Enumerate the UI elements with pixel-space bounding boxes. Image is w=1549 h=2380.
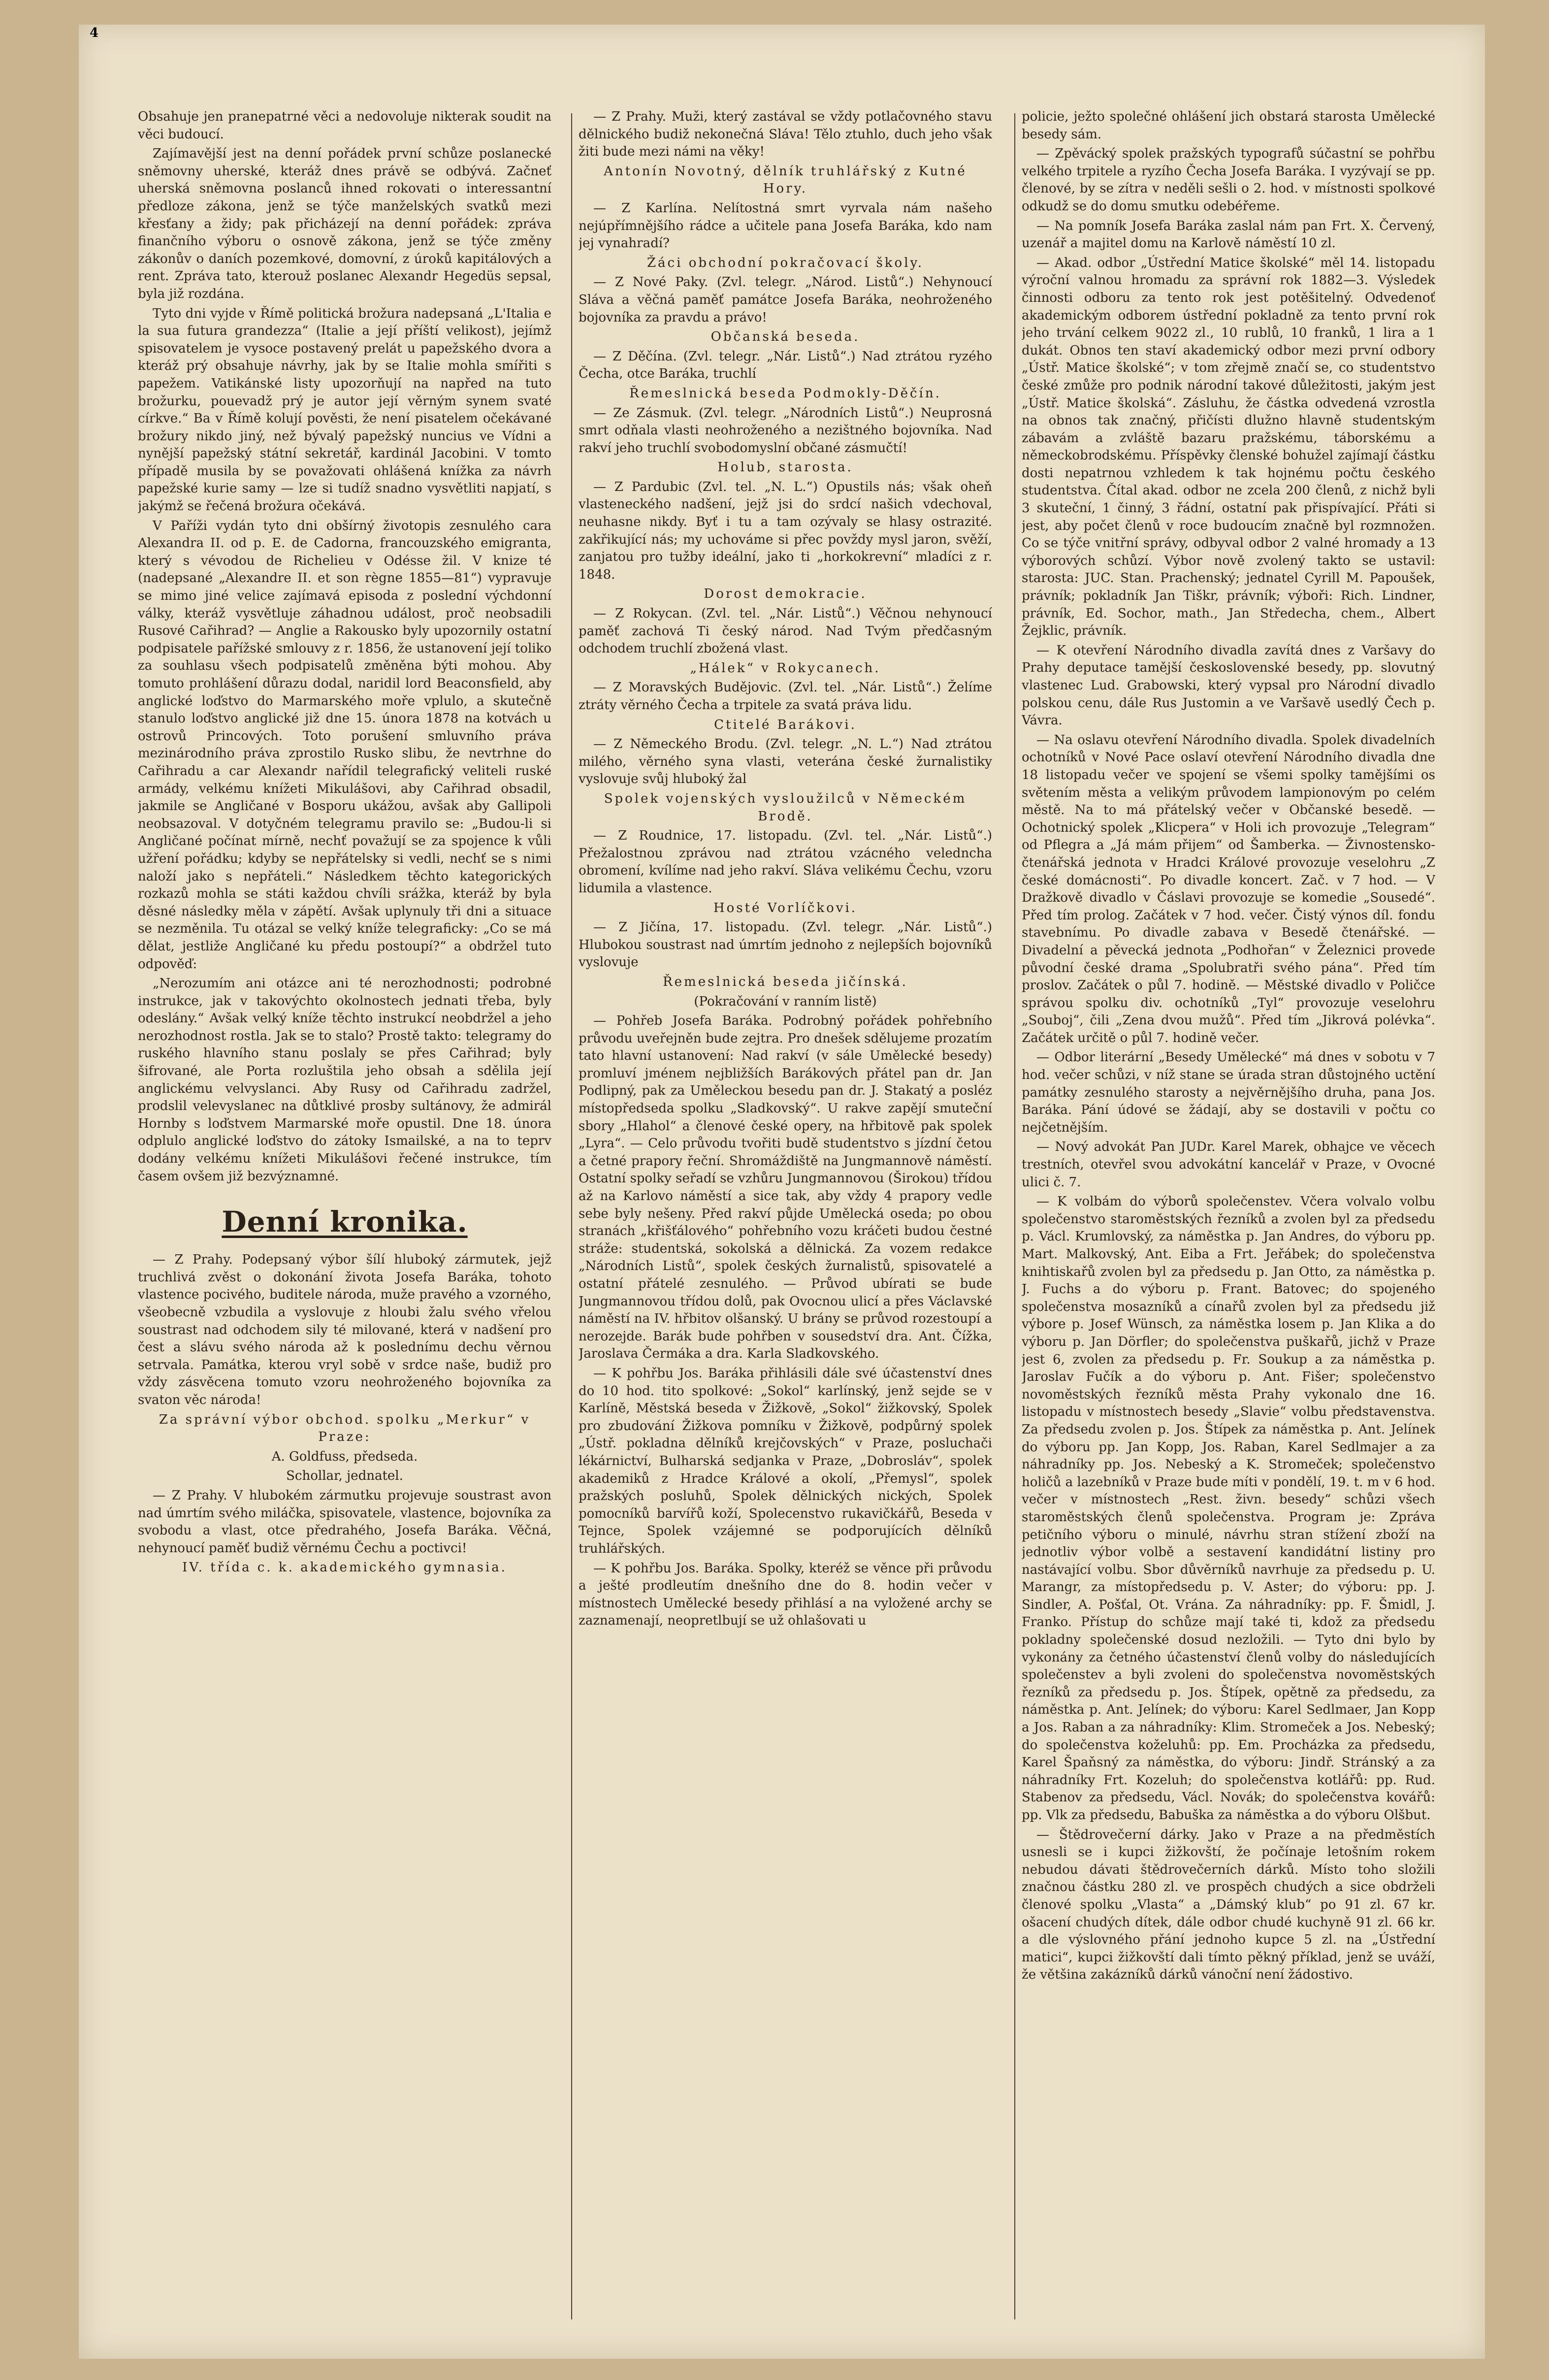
signature-line: Za správní výbor obchod. spolku „Merkur“ v Praze: <box>159 1412 531 1445</box>
column-rule-right <box>1014 113 1015 2319</box>
page-number: 4 <box>90 26 99 40</box>
signature-line: Dorost demokracie. <box>704 587 867 602</box>
signature-line: Holub, starosta. <box>717 460 853 475</box>
notice-paragraph: — Ze Zásmuk. (Zvl. telegr. „Národních Listů“.) Neuprosná smrt odňala vlasti neohroženého a nezištného bojovníka. Nad rakví jeho truchlí svobodomyslní občané zásmučtí! <box>579 405 992 456</box>
notice-paragraph: — Akad. odbor „Ústřední Matice školské“ měl 14. listopadu výroční valnou hromadu za správní rok 1882—3. Výsledek činnosti odboru za tento rok jest potěšitelný. Odvedenoť akademickým odborem ústřední pokladně za tento první rok jeho trvání celkem 9022 zl., 10 rublů, 10 franků, 1 lira a 1 dukát. Obnos ten staví akademický odbor mezi první odbory „Ústř. Matice školské“; v tom zřejmě značí se, co studentstvo české zmůže pro podnik národní takové důležitosti, jakým jest „Ústř. Matice školská“. Zásluhu, že částka odvedená vzrostla na obnos tak značný, přičísti dlužno hlavně studentským zábavám a zvláště bazaru pražskému, táborskému a německobrodskému. Příspěvky členské bohužel zajímají částku dosti nepatrnou vzhledem k tak hojnému počtu českého studentstva. Čítal akad. odbor ne zcela 200 členů, z nichž byli 3 skuteční, 1 činný, 3 řádní, ostatní pak přispívající. Přáti si jest, aby počet členů v roce budoucím značně byl rozmnožen. Co se týče vnitřní správy, odbyval odbor 2 valné hromady a 13 výborových schůzí. Výbor nově zvolený takto se ustavil: starosta: JUC. Stan. Prachenský; jednatel Cyrill M. Papoušek, právník; pokladník Jan Tiškr, právník; výboři: Rich. Lindner, právník, Ed. Sochor, math., Jan Středecha, chem., Albert Žejklic, právník. <box>1022 255 1435 639</box>
notice-paragraph: — Zpěvácký spolek pražských typografů súčastní se pohřbu velkého trpitele a ryzího Čecha Josefa Baráka. I vyzývají se pp. členové, by se zítra v neděli sešli o 2. hod. v místnosti spolkové odkudž se do domu smutku odebéřeme. <box>1022 146 1435 214</box>
kronika-paragraph: — Z Prahy. V hlubokém zármutku projevuje soustrast avon nad úmrtím svého miláčka, spisovatele, vlastence, bojovníka za svobodu a vlast, otce předrahého, Josefa Baráka. Věčná, nehynoucí paměť budiž věrnému Čechu a poctivci! <box>138 1488 551 1556</box>
notice-paragraph: — K volbám do výborů společenstev. Včera volvalo volbu společenstvo staroměstských řezníků a zvolen byl za předsedu p. Václ. Krumlovský, za náměstka p. Jan Andres, do výboru pp. Mart. Malkovský, Ant. Eiba a Frt. Jeřábek; do společenstva knihtiskařů zvolen byl za předsedu p. Jan Otto, za náměstka p. J. Fuchs a do výboru p. Frant. Batovec; do spojeného společenstva mosazníků a cínařů zvolen byl za předsedu již výbore p. Josef Wünsch, za náměstka losem p. Jan Klika a do výboru p. Jan Dörfler; do společenstva puškařů, jichž v Praze jest 6, zvolen za předsedu p. Fr. Soukup a za náměstka p. Jaroslav Fučík a do výboru p. Ant. Fišer; společenstvo novoměstských řezníků města Prahy vykonalo dne 16. listopadu v místnostech besedy „Slavie“ volbu představenstva. Za předsedu zvolen p. Jos. Štípek za náměstka p. Ant. Jelínek do výboru pp. Jan Kopp, Jos. Raban, Karel Sedlmajer a za náhradníky pp. Jos. Nebeský a K. Stromeček; společenstvo holičů a lazebníků v Praze bude míti v pondělí, 19. t. m v 6 hod. večer v místnostech „Rest. živn. besedy“ schůzi všech staroměstských členů společenstva. Program je: Zpráva petičního výboru o minulé, návrhu stran stížení zboží na jednotliv výbor volbě a sestavení kandidátní listiny pro nastávající volbu. Sbor důvěrníků navrhuje za předsedu p. U. Marangr, za místopředsedu p. V. Aster; do výboru: pp. J. Sindler, A. Pošťal, Ot. Vrána. Za náhradníky: pp. F. Šmidl, J. Franko. Přístup do schůze mají také ti, kdož za předsedu pokladny společenské dosud nezložili. — Tyto dni bylo by vykonány za četného účastenství členů volby do následujících společenstev a byli zvoleni do společenstva novoměstských řezníků za předsedu p. Jos. Štípek, opětně za předsedu, za náměstka p. Ant. Jelínek; do výboru: Karel Sedlmaer, Jan Kopp a Jos. Raban a za náhradníky: Klim. Stromeček a Jos. Nebeský; do společenstva koželuhů: pp. Em. Procházka za předsedu, Karel Špaňsný za náměstka, do výboru: Jindř. Stránský a za náhradníky Frt. Kozeluh; do společenstva kotlářů: pp. Rud. Stabenov za předsedu, Václ. Novák; do společenstva kovářů: pp. Vlk za předsedu, Babuška za náměstka a do výboru Olšbut. <box>1022 1194 1435 1823</box>
signature-line: Antonín Novotný, dělník truhlářský z Kutné Hory. <box>604 163 967 196</box>
signature-line: Občanská beseda. <box>710 329 860 345</box>
notice-paragraph: — Z Roudnice, 17. listopadu. (Zvl. tel. „Nár. Listů“.) Přežalostnou zprávou nad ztrátou vzácného veledncha obromení, kvílíme nad jeho rakví. Sláva velikému Čechu, vzoru lidumila a vlastence. <box>579 828 992 896</box>
article-paragraph: Obsahuje jen pranepatrné věci a nedovoluje nikterak soudit na věci budoucí. <box>138 109 551 142</box>
article-paragraph: V Paříži vydán tyto dni obšírný životopis zesnulého cara Alexandra II. od p. E. de Cadorna, francouzského emigranta, který s vévodou de Richelieu v Odésse žil. V knize té (nadepsané „Alexandre II. et son règne 1855—81“) vypravuje se mimo jiné velice zajímavá episoda z poslední výchdonní války, kteráž vysvětluje záhadnou událost, proč neobsadili Rusové Cařihrad? — Anglie a Rakousko byly upozornily ostatní podpisatele pařížské smlouvy z r. 1856, že ustanovení její toliko za souhlasu všech podpisatelů změněna býti mohou. Aby tomuto prohlášení důrazu dodal, naridil lord Beaconsfield, aby anglické loďstvo do Marmarského moře vplulo, a skutečně stanulo loďstvo anglické již dne 15. února 1878 na kotvách u ostrovů Princových. Toto porušení smluvního práva mezinárodního práva zprostilo Rusko slibu, že nevtrhne do Cařihradu a car Alexandr nařídil telegrafický veliteli ruské armády, velkému knížeti Mikulášovi, aby Cařihrad obsadil, jakmile se Angličané v Bosporu ukážou, avšak aby Gallipoli neobsazoval. V dotyčném telegramu pravilo se: „Budou-li si Angličané počínat mírně, nechť považují se za spojence k vůli užření pořádku; kdyby se nepřátelsky si vedli, nechť se s nimi naloží jako s nepřáteli.“ Následkem těchto kategorických rozkazů mohla se státi každou chvíli srážka, kteráž by byla děsné následky měla v zápětí. Avšak uplynuly tři dni a situace se nezměnila. Tu otázal se velký kníže telegraficky: „Co se má dělat, jestliže Angličané ku předu postoupí?“ a obdržel tuto odpověď: <box>138 518 551 972</box>
notice-paragraph: — Z Prahy. Muži, který zastával se vždy potlačovného stavu dělnického budiž nekonečná Sláva! Tělo ztuhlo, duch jeho však žiti bude mezi námi na věky! <box>579 109 992 160</box>
article-paragraph: Tyto dni vyjde v Římě politická brožura nadepsaná „L'Italia e la sua futura grandezza“ (Italie a její příští velikost), jejímž spisovatelem je vysoce postavený prelát u papežského dvora a kteráž prý obsahuje návrhy, jak by se Italie mohla smířiti s papežem. Vatikánské listy upozorňují na napřed na tuto brožurku, pouevadž prý je autor její věrným synem svaté církve.“ Ba v Římě kolují pověsti, že není pisatelem očekávané brožury nikdo jiný, než bývalý papežský nuncius ve Vídni a nynější papežský státní sekretář, kardinál Jacobini. V tomto případě musila by se považovati ohlášená knížka za návrh papežské kurie samy — lze si tudíž snadno vysvětliti napjatí, s jakýmž se řečená brožura očekává. <box>138 306 551 514</box>
continuation-note: (Pokračování v ranním listě) <box>694 994 877 1009</box>
notice-paragraph: — Štědrovečerní dárky. Jako v Praze a na předměstích usnesli se i kupci žižkovští, že počínaje letošním rokem nebudou dávati štědrovečerních dárků. Místo toho složili značnou částku 280 zl. ve prospěch chudých a sice obdrželi členové spolku „Vlasta“ a „Dámský klub“ po 91 zl. 67 kr. ošacení chudých dítek, dále odbor chudé kuchyně 91 zl. 66 kr. a dle výslovného přání jednoho kupce 5 zl. na „Ústřední matici“, kupci žižkovští dali tímto pěkný příklad, jenž se uváží, že většina zakázníků dárků vánoční není žádostivo. <box>1022 1827 1435 1983</box>
signature-line: „Hálek“ v Rokycanech. <box>690 660 881 676</box>
signature-line: Ctitelé Barákovi. <box>714 717 857 732</box>
signature-line: Řemeslnická beseda Podmokly-Děčín. <box>629 386 941 401</box>
column-rule-left <box>571 113 572 2319</box>
notice-paragraph: — Z Pardubic (Zvl. tel. „N. L.“) Opustils nás; však oheň vlasteneckého nadšení, jejž jsi do srdcí našich vdechoval, neuhasne nikdy. Byť i tu a tam ozývaly se hlasy ostrazité. zakřikující nás; my uchováme si přec povždy mysl jaron, svěží, zanjatou pro tužby ideální, jako ti „horkokrevní“ mladíci z r. 1848. <box>579 479 992 582</box>
notice-paragraph: policie, ježto společné ohlášení jich obstará starosta Umělecké besedy sám. <box>1022 109 1435 142</box>
kronika-paragraph: — Z Prahy. Podepsaný výbor šílí hluboký zármutek, jejž truchlivá zvěst o dokonání života Josefa Baráka, tohoto vlastence pocivého, buditele národa, muže pravého a vzorného, všeobecně vzbudila a vyslovuje z hloubi žalu svého vřelou soustrast nad odchodem sily té milované, která v nadšení pro čest a slávu svého národa až k poslednímu dechu věrnou setrvala. Památka, kterou vryl sobě v srdce naše, budiž pro vždy zásvěcena tomuto vzoru neohroženého bojovníka za svaton věc národa! <box>138 1252 551 1407</box>
signature-line: Řemeslnická beseda jičínská. <box>663 974 908 989</box>
notice-paragraph: — K pohřbu Jos. Baráka přihlásili dále své účastenství dnes do 10 hod. tito spolkové: „Sokol“ karlínský, jenž sejde se v Karlíně, Městská beseda v Žižkově, „Sokol“ žižkovský, Spolek pro zbudování Žižkova pomníku v Žižkově, podpůrný spolek „Ústř. pokladna dělníků krejčovských“ v Praze, posluchači lékárnictví, Bulharská sedjanka v Praze, „Dobrosláv“, spolek akademiků z Hradce Králové a okolí, „Přemysl“, spolek pražských posluhů, Spolek dělnických nických, Spolek pomocníků barvířů koží, Spolecenstvo rukavičkářů, Beseda v Tejnce, Spolek vzájemné se podporujících dělníků truhlářských. <box>579 1366 992 1556</box>
column-3 <box>1022 108 1435 2334</box>
newspaper-page <box>79 25 1485 2359</box>
column-1 <box>138 108 551 2334</box>
notice-paragraph: — Z Moravských Budějovic. (Zvl. tel. „Nár. Listů“.) Želíme ztráty věrného Čecha a trpitele za svatá práva lidu. <box>579 680 992 713</box>
signature-line: Hosté Vorlíčkovi. <box>713 900 858 915</box>
notice-paragraph: — Z Karlína. Nelítostná smrt vyrvala nám našeho nejúpřímnějšího rádce a učitele pana Josefa Baráka, kdo nam jej vynahradí? <box>579 200 992 251</box>
article-paragraph: Zajímavější jest na denní pořádek první schůze poslanecké sněmovny uherské, kteráž dnes právě se odbývá. Začneť uherská sněmovna poslanců ihned rokovati o interessantní předloze zákona, jenž se týče manželských svatků mezi křesťany a židy; pak přicházejí na denní pořádek: zpráva finančního výboru o osnově zákona, jenž se týče změny zákonův o daních pozemkové, domovní, z úroků kapitálových a rent. Zpráva tato, kterouž poslanec Alexandr Hegedüs sepsal, byla již rozdána. <box>138 146 551 301</box>
signature-line: IV. třída c. k. akademického gymnasia. <box>182 1560 507 1575</box>
signature-line: A. Goldfuss, předseda. <box>271 1449 418 1464</box>
article-paragraph: „Nerozumím ani otázce ani té nerozhodnosti; podrobné instrukce, jak v takovýchto okolnostech jednati třeba, byly odeslány.“ Avšak velký kníže těchto instrukcí neobdržel a jeho nerozhodnost rostla. Jak se to stalo? Prostě takto: telegramy do ruského hlavního stanu poslaly se přes Cařihrad; byly šifrované, ale Porta rozluštila jeho obsah a sdělila její anglickému velvyslanci. Aby Rusy od Cařihradu zadržel, prodslil velevyslanec na důtklivé prosby sultánovy, že admirál Hornby s loďstvem Marmarské moře opustil. Dne 18. února odplulo anglické loďstvo do zátoky Ismailské, a na to teprv dodány velkému knížeti Mikulášovi řečené instrukce, tím časem ovšem již bezvýznamné. <box>138 976 551 1184</box>
notice-paragraph: — Z Jičína, 17. listopadu. (Zvl. telegr. „Nár. Listů“.) Hlubokou soustrast nad úmrtím jednoho z nejlepších bojovníků vyslovuje <box>579 920 992 970</box>
signature-line: Spolek vojenských vysloužilců v Německém Brodě. <box>604 791 967 824</box>
signature-line: Schollar, jednatel. <box>286 1468 403 1484</box>
notice-paragraph: — Nový advokát Pan JUDr. Karel Marek, obhajce ve věcech trestních, otevřel svou advokátní kancelář v Praze, v Ovocné ulici č. 7. <box>1022 1140 1435 1190</box>
notice-paragraph: — Z Rokycan. (Zvl. tel. „Nár. Listů“.) Věčnou nehynoucí paměť zachová Ti český národ. Nad Tvým předčasným odchodem truchlí zbožená vlast. <box>579 606 992 656</box>
notice-paragraph: — K otevření Národního divadla zavítá dnes z Varšavy do Prahy deputace tamější československé besedy, pp. slovutný vlastenec Lud. Grabowski, který vypsal pro Národní divadlo polskou cenu, dále Rus Justomin a ve Varšavě usedlý Čech p. Vávra. <box>1022 643 1435 728</box>
notice-paragraph: — Odbor literární „Besedy Umělecké“ má dnes v sobotu v 7 hod. večer schůzi, v níž stane se úrada stran důstojného uctění památky zesnulého starosty a nejvěrnějšího druha, pana Jos. Baráka. Pání údové se žádají, aby se dostavili v počtu co nejčetnějším. <box>1022 1050 1435 1135</box>
notice-paragraph: — Na pomník Josefa Baráka zaslal nám pan Frt. X. Červený, uzenář a majitel domu na Karlově náměstí 10 zl. <box>1022 218 1435 251</box>
notice-paragraph: — K pohřbu Jos. Baráka. Spolky, kteréž se věnce při průvodu a ješté prodleutím dnešního dne do 8. hodin večer v místnostech Umělecké besedy přihlásí a na vyložené archy se zaznamenají, neopretlbují se už ohlašovati u <box>579 1561 992 1629</box>
notice-paragraph: — Z Nové Paky. (Zvl. telegr. „Národ. Listů“.) Nehynoucí Sláva a věčná paměť památce Josefa Baráka, neohroženého bojovníka za pravdu a právo! <box>579 275 992 325</box>
notice-paragraph: — Z Děčína. (Zvl. telegr. „Nár. Listů“.) Nad ztrátou ryzého Čecha, otce Baráka, truchlí <box>579 349 992 382</box>
column-2 <box>579 108 992 2334</box>
signature-line: Žáci obchodní pokračovací školy. <box>646 255 924 270</box>
notice-paragraph: — Z Německého Brodu. (Zvl. telegr. „N. L.“) Nad ztrátou milého, věrného syna vlasti, veterána české žurnalistiky vyslovuje svůj hluboký žal <box>579 737 992 787</box>
section-heading: Denní kronika. <box>222 1205 468 1239</box>
notice-paragraph: — Pohřeb Josefa Baráka. Podrobný pořádek pohřebního průvodu uveřejněn bude zejtra. Pro dnešek sdělujeme prozatím tato hlavní ustanovení: Nad rakví (v sále Umělecké besedy) promluví jménem nejbližších Barákových přátel pan dr. Jan Podlipný, pak za Uměleckou besedu pan dr. J. Stakatý a posléz místopředseda spolku „Sladkovský“. U rakve zapějí smuteční sbory „Hlahol“ a členové české opery, na hřbitově pak spolek „Lyra“. — Celo průvodu tvořiti budě studentstvo s jízdní četou a četné prapory řeční. Shromáždiště na Jungmannově náměstí. Ostatní spolky seřadí se vzhůru Jungmannovou (Širokou) třídou až na Karlovo náměstí a sice tak, aby vždy 4 prapory vedle sebe byly nešeny. Před rakví půjde Umělecká oseda; po obou stranách „křišťálového“ pohřebního vozu kráčeti budou čestné stráže: studentská, sokolská a dělnická. Za vozem redakce „Národních Listů“, spolek českých žurnalistů, spisovatelé a ostatní přátelé zesnulého. — Průvod ubírati se bude Jungmannovou třídou dolů, pak Ovocnou ulicí a přes Václavské náměstí na IV. hřbitov olšanský. U brány se průvod rozestoupí a nerozejde. Barák bude pohřben v sousedství dra. Ant. Čížka, Jaroslava Čermáka a dra. Karla Sladkovského. <box>579 1013 992 1362</box>
notice-paragraph: — Na oslavu otevření Národního divadla. Spolek divadelních ochotníků v Nové Pace oslaví otevření Národního divadla dne 18 listopadu večer ve spojení se všemi spolky tamějšími os světením města a velikým průvodem lampionovým po celém městě. Na to má přátelský večer v Občanské besedě. — Ochotnický spolek „Klicpera“ v Holi ich provozuje „Telegram“ od Pflegra a „Já mám přijem“ od Šamberka. — Živnostensko-čtenářská jednota v Hradci Králové provozuje veselohru „Z české domácnosti“. Po divadle koncert. Zač. v 7 hod. — V Dražkově divadlo v Čáslavi provozuje se komedie „Sousedé“. Před tím prolog. Začátek v 7 hod. večer. Čistý výnos díl. fondu stavebnímu. Po divadle zabava v Besedě čtenářské. — Divadelní a pěvecká jednota „Podhořan“ v Železnici provede původní české drama „Spolubratři svého pána“. Před tím proslov. Začátek o půl 7. hodině. — Městské divadlo v Poličce správou spolku div. ochotníků „Tyl“ provozuje veselohru „Souboj“, čili „Zena dvou mužů“. Před tím „Jikrová polévka“. Začátek určitě o půl 7. hodině večer. <box>1022 732 1435 1045</box>
